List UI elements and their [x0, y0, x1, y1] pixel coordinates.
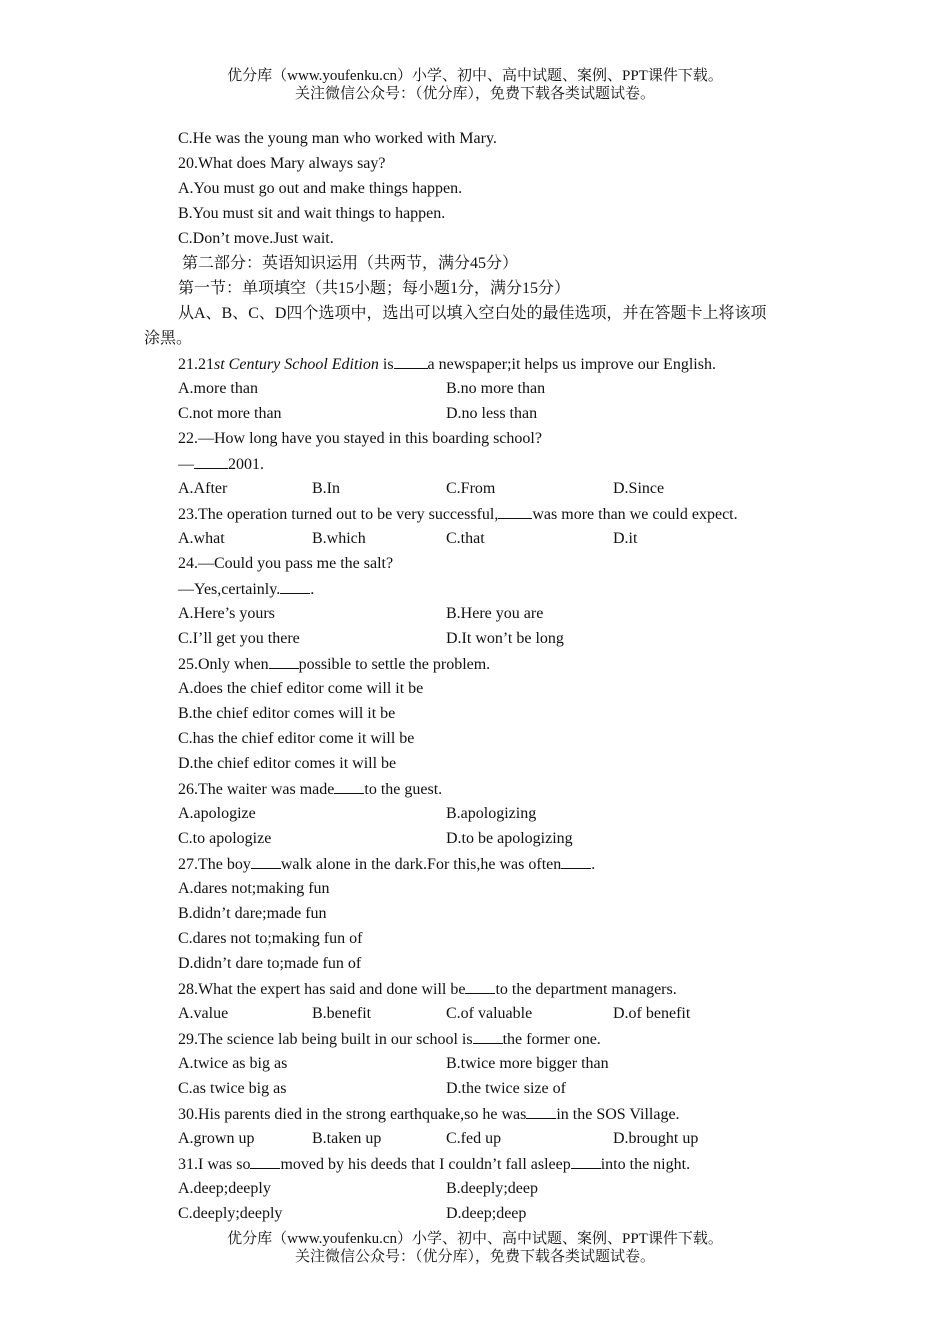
- q31-blank-2: [571, 1151, 601, 1169]
- q25-post: possible to settle the problem.: [298, 656, 491, 673]
- q28-blank: [465, 976, 495, 994]
- q26-option-b: B.apologizing: [446, 805, 537, 822]
- part2-title: 第二部分：英语知识运用（共两节，满分45分）: [182, 255, 519, 272]
- q20-option-b: B.You must sit and wait things to happen.: [178, 205, 446, 222]
- q30-blank: [526, 1101, 556, 1119]
- q29-stem: [178, 1026, 818, 1051]
- q28-stem: [178, 976, 818, 1001]
- q24-option-b: B.Here you are: [446, 605, 544, 622]
- q29-pre: 29.The science lab being built in our school is: [178, 1031, 473, 1048]
- q26-option-c: C.to apologize: [178, 830, 272, 847]
- q23-options: [178, 526, 818, 551]
- q31-option-a: A.deep;deeply: [178, 1180, 271, 1197]
- section1-title: 第一节：单项填空（共15小题；每小题1分，满分15分）: [178, 280, 571, 297]
- q21-option-b: B.no more than: [446, 380, 546, 397]
- q26-option-a: A.apologize: [178, 805, 256, 822]
- q26-option-d: D.to be apologizing: [446, 830, 573, 847]
- q27-option-b: B.didn’t dare;made fun: [178, 905, 327, 922]
- q28-post: to the department managers.: [495, 981, 677, 998]
- q29-option-c: C.as twice big as: [178, 1080, 287, 1097]
- q23-post: was more than we could expect.: [532, 506, 738, 523]
- q30-pre: 30.His parents died in the strong earthquake,so he was: [178, 1106, 527, 1123]
- q22-option-b: B.In: [312, 480, 340, 497]
- q23-option-c: C.that: [446, 530, 485, 547]
- q28-options: [178, 1001, 818, 1026]
- q31-option-d: D.deep;deep: [446, 1205, 527, 1222]
- q26-pre: 26.The waiter was made: [178, 781, 335, 798]
- q26-blank: [334, 776, 364, 794]
- q25-stem: [178, 651, 818, 676]
- q31-option-c: C.deeply;deeply: [178, 1205, 283, 1222]
- q31-post: into the night.: [600, 1156, 691, 1173]
- q23-option-a: A.what: [178, 530, 225, 547]
- q27-pre: 27.The boy: [178, 856, 251, 873]
- q31-stem: [178, 1151, 818, 1176]
- q22-stem: 22.—How long have you stayed in this boarding school?: [178, 430, 542, 447]
- q21-options-row-2: [178, 401, 818, 426]
- q31-options-row-1: [178, 1176, 818, 1201]
- q20-option-a: A.You must go out and make things happen.: [178, 180, 463, 197]
- q30-stem: [178, 1101, 818, 1126]
- q21-post: a newspaper;it helps us improve our English.: [427, 356, 716, 373]
- q23-option-d: D.it: [613, 530, 638, 547]
- q27-option-a: A.dares not;making fun: [178, 880, 330, 897]
- q26-post: to the guest.: [364, 781, 443, 798]
- q23-blank: [498, 501, 532, 519]
- q23-pre: 23.The operation turned out to be very successful,: [178, 506, 499, 523]
- header-line-2: 关注微信公众号：（优分库），免费下载各类试题试卷。: [294, 86, 655, 102]
- q20-stem: 20.What does Mary always say?: [178, 155, 386, 172]
- q28-option-d: D.of benefit: [613, 1005, 691, 1022]
- q29-option-d: D.the twice size of: [446, 1080, 566, 1097]
- q24-option-c: C.I’ll get you there: [178, 630, 300, 647]
- q24-resp-post: .: [310, 581, 315, 598]
- q30-option-c: C.fed up: [446, 1130, 502, 1147]
- footer-line-1: 优分库（www.youfenku.cn）小学、初中、高中试题、案例、PPT课件下载。: [227, 1231, 723, 1247]
- q23-stem: [178, 501, 818, 526]
- q25-blank: [269, 651, 299, 669]
- q22-option-a: A.After: [178, 480, 228, 497]
- q24-response: [178, 576, 818, 601]
- q26-options-row-2: [178, 826, 818, 851]
- q21-stem: [178, 351, 818, 376]
- exam-content: [144, 126, 818, 1226]
- section1-instructions: [144, 301, 818, 351]
- q27-stem: [178, 851, 818, 876]
- q26-options-row-1: [178, 801, 818, 826]
- q23-option-b: B.which: [312, 530, 366, 547]
- q22-options: [178, 476, 818, 501]
- q24-option-d: D.It won’t be long: [446, 630, 564, 647]
- q20-option-c: C.Don’t move.Just wait.: [178, 230, 334, 247]
- q21-option-c: C.not more than: [178, 405, 282, 422]
- q30-option-d: D.brought up: [613, 1130, 699, 1147]
- page-footer: [0, 1230, 950, 1266]
- q27-post: .: [591, 856, 596, 873]
- q21-option-d: D.no less than: [446, 405, 538, 422]
- q22-option-c: C.From: [446, 480, 496, 497]
- q25-pre: 25.Only when: [178, 656, 269, 673]
- q25-option-a: A.does the chief editor come will it be: [178, 680, 424, 697]
- q28-option-b: B.benefit: [312, 1005, 372, 1022]
- q28-option-a: A.value: [178, 1005, 229, 1022]
- q25-option-b: B.the chief editor comes will it be: [178, 705, 396, 722]
- q21-newspaper-title: st Century School Edition: [214, 356, 379, 373]
- q27-blank-1: [251, 851, 281, 869]
- q22-resp-pre: —: [178, 456, 194, 473]
- q22-option-d: D.Since: [613, 480, 665, 497]
- q29-option-a: A.twice as big as: [178, 1055, 288, 1072]
- q30-post: in the SOS Village.: [556, 1106, 680, 1123]
- q29-options-row-2: [178, 1076, 818, 1101]
- q21-options-row-1: [178, 376, 818, 401]
- header-line-1: 优分库（www.youfenku.cn）小学、初中、高中试题、案例、PPT课件下载。: [227, 68, 723, 84]
- q21-number: 21.21: [178, 356, 214, 373]
- q28-pre: 28.What the expert has said and done will be: [178, 981, 466, 998]
- q26-stem: [178, 776, 818, 801]
- q21-pre: is: [378, 356, 394, 373]
- q21-blank: [394, 351, 428, 369]
- q24-resp-pre: —Yes,certainly.: [178, 581, 281, 598]
- q24-options-row-2: [178, 626, 818, 651]
- q24-blank: [280, 576, 310, 594]
- q30-options: [178, 1126, 818, 1151]
- q27-option-c: C.dares not to;making fun of: [178, 930, 363, 947]
- q19-option-c: C.He was the young man who worked with Mary.: [178, 130, 497, 147]
- q29-post: the former one.: [502, 1031, 601, 1048]
- footer-line-2: 关注微信公众号：（优分库），免费下载各类试题试卷。: [294, 1249, 655, 1265]
- page-header: [0, 67, 950, 103]
- q29-option-b: B.twice more bigger than: [446, 1055, 609, 1072]
- q22-resp-post: 2001.: [228, 456, 264, 473]
- q24-options-row-1: [178, 601, 818, 626]
- instructions-line-2: 涂黑。: [144, 330, 193, 347]
- q27-blank-2: [561, 851, 591, 869]
- q29-blank: [473, 1026, 503, 1044]
- q31-mid: moved by his deeds that I couldn’t fall asleep: [280, 1156, 571, 1173]
- q31-options-row-2: [178, 1201, 818, 1226]
- q31-blank-1: [250, 1151, 280, 1169]
- q25-option-d: D.the chief editor comes it will be: [178, 755, 397, 772]
- q24-stem: 24.—Could you pass me the salt?: [178, 555, 394, 572]
- instructions-line-1: 从A、B、C、D四个选项中，选出可以填入空白处的最佳选项，并在答题卡上将该项: [178, 305, 767, 322]
- q25-option-c: C.has the chief editor come it will be: [178, 730, 415, 747]
- q24-option-a: A.Here’s yours: [178, 605, 275, 622]
- q21-option-a: A.more than: [178, 380, 258, 397]
- q27-option-d: D.didn’t dare to;made fun of: [178, 955, 362, 972]
- q22-response: [178, 451, 818, 476]
- q27-mid: walk alone in the dark.For this,he was often: [280, 856, 562, 873]
- q29-options-row-1: [178, 1051, 818, 1076]
- q30-option-a: A.grown up: [178, 1130, 255, 1147]
- q31-pre: 31.I was so: [178, 1156, 251, 1173]
- q28-option-c: C.of valuable: [446, 1005, 533, 1022]
- q31-option-b: B.deeply;deep: [446, 1180, 538, 1197]
- q30-option-b: B.taken up: [312, 1130, 382, 1147]
- q22-blank: [194, 451, 228, 469]
